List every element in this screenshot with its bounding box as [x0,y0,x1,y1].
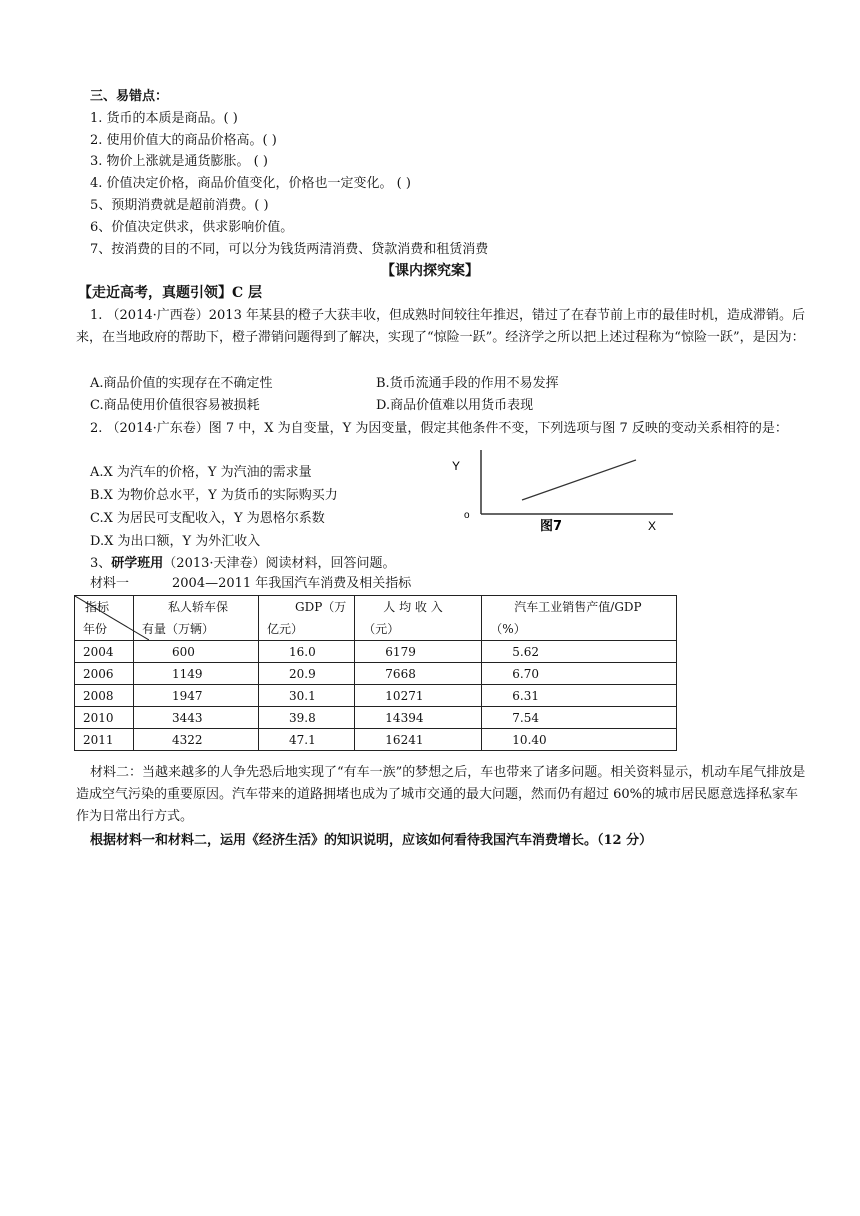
table-header-row [75,596,677,641]
q1-option-d: D.商品价值难以用货币表现 [376,398,534,413]
center-title: 【课内探究案】 [381,263,479,279]
table-row: 2004 600 16.0 6179 5.62 [75,641,677,663]
header-gdp: GDP（万 亿元） [259,596,355,641]
q2-option-d: D.X 为出口额，Y 为外汇收入 [90,534,261,549]
question-3-prompt: 根据材料一和材料二，运用《经济生活》的知识说明，应该如何看待我国汽车消费增长。（12 分） [90,833,653,848]
q2-option-c: C.X 为居民可支配收入，Y 为恩格尔系数 [90,511,325,526]
figure-caption: 图7 [540,519,563,534]
q1-option-a: A.商品价值的实现存在不确定性 [90,376,273,391]
error-item-6: 6、价值决定供求，供求影响价值。 [90,220,294,235]
table-row: 2008 1947 30.1 10271 6.31 [75,685,677,707]
corner-bottom-label: 年份 [83,622,108,636]
subheading: 【走近高考，真题引领】C 层 [78,285,263,301]
table-corner-cell [75,596,134,641]
q3-bold-label: 研学班用 [111,556,164,571]
material1-title: 2004—2011 年我国汽车消费及相关指标 [172,576,412,591]
header-income: 人 均 收 入 （元） [355,596,482,641]
table-row: 2006 1149 20.9 7668 6.70 [75,663,677,685]
material1-label: 材料一 [90,576,130,591]
question-2-text: 2. （2014·广东卷）图 7 中，X 为自变量，Y 为因变量，假定其他条件不变，下列选项与图 7 反映的变动关系相符的是： [90,421,788,436]
error-item-2: 2. 使用价值大的商品价格高。( ) [90,133,277,148]
error-item-1: 1. 货币的本质是商品。( ) [90,111,238,126]
figure-7 [448,446,688,536]
q1-option-b: B.货币流通手段的作用不易发挥 [376,376,559,391]
question-3-heading [90,553,396,575]
data-table [74,595,677,751]
q2-option-b: B.X 为物价总水平，Y 为货币的实际购买力 [90,488,338,503]
error-item-3: 3. 物价上涨就是通货膨胀。 ( ) [90,154,268,169]
table-row: 2010 3443 39.8 14394 7.54 [75,707,677,729]
q3-prefix: 3、 [90,556,112,571]
header-ratio: 汽车工业销售产值/GDP （%） [482,596,677,641]
figure-origin-label: o [464,510,470,521]
section3-title: 三、易错点： [90,89,169,104]
question-1-text: 1. （2014·广西卷）2013 年某县的橙子大获丰收，但成熟时间较往年推迟，错过了在春节前上市的最佳时机，造成滞销。后来，在当地政府的帮助下，橙子滞销问题得到了解决，实现了“惊险一跃”。经济学之所以把上述过程称为“惊险一跃”，是因为： [76,308,805,345]
figure-y-label: Y [452,459,461,473]
corner-top-label: 指标 [85,600,110,614]
figure-x-label: X [648,519,657,533]
q3-rest: （2013·天津卷）阅读材料，回答问题。 [163,556,396,571]
q1-option-c: C.商品使用价值很容易被损耗 [90,398,260,413]
table-row: 2011 4322 47.1 16241 10.40 [75,729,677,751]
error-item-4: 4. 价值决定价格，商品价值变化，价格也一定变化。 ( ) [90,176,411,191]
q2-option-a: A.X 为汽车的价格，Y 为汽油的需求量 [90,465,312,480]
figure-trend-line [522,460,636,500]
header-cars: 私人轿车保 有量（万辆） [134,596,259,641]
error-item-7: 7、按消费的目的不同，可以分为钱货两清消费、贷款消费和租赁消费 [90,242,489,257]
material-2-text: 材料二：当越来越多的人争先恐后地实现了“有车一族”的梦想之后，车也带来了诸多问题。相关资料显示，机动车尾气排放是造成空气污染的重要原因。汽车带来的道路拥堵也成为了城市交通的最大问题，然而仍有超过 60%的城市居民愿意选择私家车作为日常出行方式。 [76,765,806,824]
error-item-5: 5、预期消费就是超前消费。( ) [90,198,269,213]
